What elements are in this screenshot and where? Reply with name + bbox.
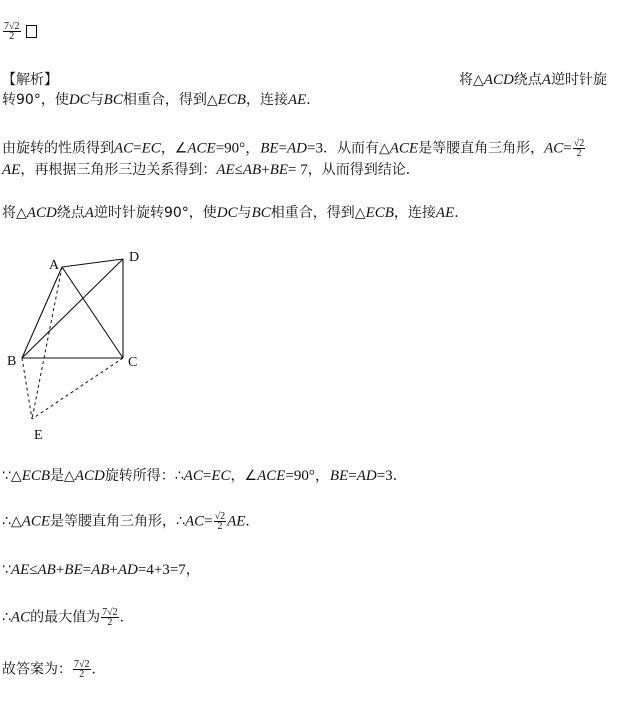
segment-ce-dashed	[32, 358, 123, 419]
root2-over-2-fraction: $\frac{√2}{2}$	[214, 511, 226, 532]
step-5: 故答案为： $\frac{7√2}{2}$ ．	[2, 659, 106, 680]
segment-bd	[22, 259, 123, 358]
segment-ae-dashed	[32, 267, 62, 419]
analysis-line-4: AE，再根据三角形三边关系得到：AE≤AB+BE= 7，从而得到结论．	[2, 162, 420, 178]
analysis-label: 【解析】	[2, 72, 58, 88]
analysis-line-5: 将△ACD绕点A逆时针旋转90°，使DC与BC相重合，得到△ECB，连接AE．	[2, 205, 469, 221]
final-answer-fraction: $\frac{7√2}{2}$	[74, 659, 90, 680]
label-d: D	[129, 250, 140, 265]
step-2: ∴△ACE是等腰直角三角形，∴AC= $\frac{√2}{2}$ AE．	[2, 511, 260, 532]
step-4: ∴AC的最大值为 $\frac{7√2}{2}$ ．	[2, 607, 134, 628]
analysis-line-3: 由旋转的性质得到AC=EC，∠ACE=90°，BE=AD=3．从而有△ACE是等腰直角三角形，AC= $\frac{√2}{2}$	[2, 138, 585, 159]
root2-over-2-fraction: $\frac{√2}{2}$	[573, 138, 585, 159]
top-answer	[2, 22, 37, 41]
label-a: A	[49, 258, 60, 273]
label-b: B	[7, 354, 17, 369]
label-c: C	[128, 355, 138, 370]
segment-ab	[22, 267, 62, 358]
segment-ad	[62, 259, 123, 267]
segment-be-dashed	[22, 358, 32, 419]
label-e: E	[34, 428, 43, 443]
analysis-line-2: 转90°，使DC与BC相重合，得到△ECB，连接AE．	[2, 92, 321, 108]
segment-ac	[62, 267, 123, 358]
geometry-figure	[0, 245, 170, 450]
answer-fraction: $\frac{7√2}{2}$	[4, 21, 20, 42]
step-3: ∵AE≤AB+BE=AB+AD=4+3=7，	[2, 562, 200, 578]
analysis-intro: 将△ACD绕点A逆时针旋	[459, 72, 607, 88]
max-value-fraction: $\frac{7√2}{2}$	[102, 607, 118, 628]
step-1: ∵△ECB是△ACD旋转所得：∴AC=EC，∠ACE=90°，BE=AD=3．	[2, 468, 407, 484]
blank-box-icon	[26, 25, 37, 38]
